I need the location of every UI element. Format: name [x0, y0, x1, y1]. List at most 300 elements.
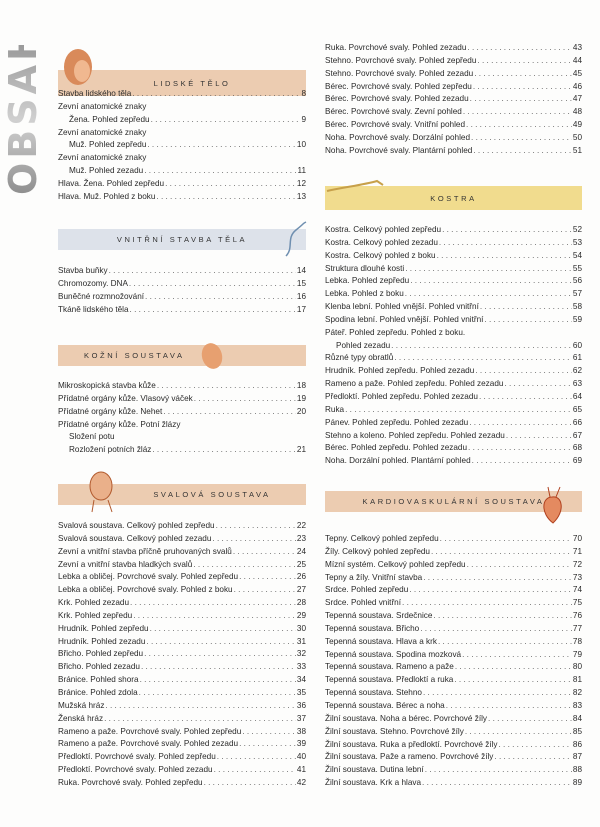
toc-page-number: 15	[296, 278, 306, 288]
toc-entry-title: Srdce. Pohled zepředu	[325, 585, 409, 595]
toc-page-number: 8	[301, 89, 306, 98]
toc-entry-title: Tepenná soustava. Spodina mozková	[325, 649, 462, 659]
dot-leader	[104, 713, 296, 726]
dot-leader	[498, 739, 571, 752]
toc-entry[interactable]	[325, 42, 582, 55]
toc-entry-title: Tepenná soustava. Břicho	[325, 623, 420, 633]
toc-entry-title: Tepenná soustava. Rameno a paže	[325, 662, 454, 672]
dot-leader	[466, 119, 572, 132]
toc-entry-title: Ruka. Povrchové svaly. Pohled zezadu	[325, 43, 467, 52]
dot-leader	[130, 304, 296, 317]
toc-entry-title: Předloktí. Pohled zepředu. Pohled zezadu	[325, 391, 478, 401]
toc-page-number: 10	[296, 140, 306, 150]
toc-entry[interactable]	[325, 417, 582, 430]
toc-entry-title: Hrudník. Pohled zepředu	[58, 623, 149, 633]
toc-page-number: 71	[572, 546, 582, 556]
toc-entry[interactable]	[325, 404, 582, 417]
toc-page-number: 13	[296, 191, 306, 201]
toc-page-number: 29	[296, 610, 306, 620]
toc-page-number: 69	[572, 456, 582, 466]
toc-page-number: 81	[572, 675, 582, 685]
dot-leader	[455, 661, 572, 674]
dot-leader	[462, 649, 572, 662]
toc-page-number: 52	[572, 225, 582, 234]
dot-leader	[239, 571, 296, 584]
toc-entry[interactable]	[325, 250, 582, 263]
toc-entry[interactable]	[58, 610, 306, 623]
bone-illustration-icon	[325, 177, 385, 195]
toc-page-number: 73	[572, 572, 582, 582]
toc-entry[interactable]	[58, 520, 306, 533]
toc-page-number: 28	[296, 598, 306, 608]
toc-entry-title: Předloktí. Povrchové svaly. Pohled zepředu	[58, 752, 216, 762]
toc-entry-title: Tepny. Celkový pohled zepředu	[325, 534, 439, 543]
toc-page-number: 27	[296, 585, 306, 595]
toc-entry[interactable]	[325, 649, 582, 662]
toc-entry[interactable]	[325, 674, 582, 687]
toc-page-number: 57	[572, 289, 582, 299]
dot-leader	[446, 700, 572, 713]
toc-entry[interactable]	[325, 739, 582, 752]
dot-leader	[204, 777, 296, 790]
toc-entry-title: Hlava. Muž. Pohled z boku	[58, 191, 156, 201]
toc-page-number: 36	[296, 700, 306, 710]
toc-page-number: 12	[296, 178, 306, 188]
dot-leader	[151, 114, 301, 127]
toc-entry[interactable]	[58, 726, 306, 739]
dot-leader	[439, 237, 572, 250]
toc-entry[interactable]	[58, 380, 306, 393]
toc-entry[interactable]	[325, 352, 582, 365]
dot-leader	[477, 55, 571, 68]
toc-page-number: 45	[572, 68, 582, 78]
toc-entry[interactable]	[58, 278, 306, 291]
toc-entry-title: Břicho. Pohled zezadu	[58, 662, 140, 672]
dot-leader	[193, 559, 296, 572]
toc-entry-title: Stehno. Povrchové svaly. Pohled zepředu	[325, 55, 477, 65]
toc-page-number: 24	[296, 546, 306, 556]
toc-entry-title: Tepenná soustava. Hlava a krk	[325, 636, 437, 646]
toc-entry[interactable]	[58, 571, 306, 584]
dot-leader	[431, 546, 572, 559]
toc-page-number: 22	[296, 521, 306, 530]
toc-page-number: 59	[572, 314, 582, 324]
dot-leader	[345, 404, 572, 417]
toc-page-number: 66	[572, 417, 582, 427]
dot-leader	[152, 444, 296, 457]
dot-leader	[165, 178, 296, 191]
toc-page-number: 80	[572, 662, 582, 672]
toc-entry-title: Tepny a žíly. Vnitřní stavba	[325, 572, 423, 582]
dna-illustration-icon	[282, 220, 308, 260]
toc-entry-title: Krk. Pohled zezadu	[58, 598, 130, 608]
toc-page-number: 58	[572, 302, 582, 312]
dot-leader	[440, 533, 572, 546]
toc-page-number: 31	[296, 636, 306, 646]
toc-entry[interactable]	[58, 777, 306, 790]
dot-leader	[506, 430, 572, 443]
toc-page-number: 9	[301, 114, 306, 124]
dot-leader	[402, 597, 572, 610]
toc-page-number: 55	[572, 263, 582, 273]
toc-page-number: 25	[296, 559, 306, 569]
toc-page-number: 89	[572, 778, 582, 788]
dot-leader	[423, 687, 572, 700]
dot-leader	[217, 751, 296, 764]
toc-entry-title: Hlava. Žena. Pohled zepředu	[58, 178, 165, 188]
toc-entry-title: Noha. Dorzální pohled. Plantární pohled	[325, 456, 471, 466]
toc-entry[interactable]	[58, 393, 306, 406]
toc-page-number: 54	[572, 250, 582, 260]
toc-entry-title: Rameno a paže. Pohled zepředu. Pohled zezadu	[325, 379, 504, 389]
dot-leader	[504, 378, 571, 391]
toc-page-number: 32	[296, 649, 306, 659]
dot-leader	[423, 572, 572, 585]
toc-entry-title: Srdce. Pohled vnitřní	[325, 598, 402, 608]
toc-page-number: 75	[572, 598, 582, 608]
dot-leader	[109, 265, 296, 278]
toc-page-number: 43	[572, 43, 582, 52]
toc-entry-title: Přídatné orgány kůže. Potní žlázy	[58, 419, 181, 429]
toc-entry[interactable]	[325, 533, 582, 546]
toc-entry-title: Kostra. Celkový pohled zezadu	[325, 237, 438, 247]
dot-leader	[469, 417, 572, 430]
dot-leader	[472, 455, 572, 468]
toc-entry-title: Chromozomy. DNA	[58, 278, 128, 288]
toc-entry[interactable]	[58, 738, 306, 751]
toc-entry[interactable]	[325, 391, 582, 404]
toc-page-number: 44	[572, 55, 582, 65]
toc-entry-title: Ruka. Povrchové svaly. Pohled zepředu	[58, 777, 203, 787]
toc-entry[interactable]	[58, 165, 306, 178]
toc-entry[interactable]	[58, 584, 306, 597]
dot-leader	[405, 288, 572, 301]
toc-entry[interactable]	[58, 444, 306, 457]
toc-entry-title: Tepenná soustava. Srdečnice	[325, 611, 433, 621]
toc-entry-title: Pohled zezadu	[336, 340, 391, 350]
toc-entry[interactable]	[325, 93, 582, 106]
toc-entry-title: Muž. Pohled zepředu	[69, 140, 147, 150]
toc-entry[interactable]	[325, 777, 582, 790]
toc-entry[interactable]	[325, 224, 582, 237]
toc-entry[interactable]	[325, 764, 582, 777]
skin-illustration-icon	[198, 340, 226, 374]
toc-entry-title: Mízní systém. Celkový pohled zepředu	[325, 559, 466, 569]
toc-entry[interactable]	[325, 455, 582, 468]
dot-leader	[214, 764, 296, 777]
dot-leader	[130, 597, 296, 610]
toc-entry[interactable]	[58, 674, 306, 687]
toc-entry-title: Lebka a obličej. Povrchové svaly. Pohled zepředu	[58, 572, 239, 582]
toc-entry	[58, 152, 306, 165]
dot-leader	[422, 777, 572, 790]
dot-leader	[480, 301, 572, 314]
dot-leader	[105, 700, 295, 713]
toc-entry-title: Kostra. Celkový pohled zepředu	[325, 225, 442, 234]
toc-page-number: 61	[572, 353, 582, 363]
dot-leader	[465, 726, 572, 739]
toc-entry	[58, 101, 306, 114]
toc-entry	[58, 127, 306, 140]
toc-page-number: 47	[572, 94, 582, 104]
toc-entry[interactable]	[325, 661, 582, 674]
dot-leader	[438, 636, 572, 649]
toc-entry[interactable]	[325, 584, 582, 597]
section-header-vnitrni-stavba: VNITŘNÍ STAVBA TĚLA	[58, 229, 306, 250]
dot-leader	[470, 93, 572, 106]
toc-page-number: 35	[296, 687, 306, 697]
toc-page-number: 87	[572, 752, 582, 762]
section-header-kozni-soustava: KOŽNÍ SOUSTAVA	[58, 345, 306, 366]
toc-page-number: 18	[296, 381, 306, 390]
toc-entry[interactable]	[325, 301, 582, 314]
dot-leader	[194, 393, 296, 406]
toc-page-number: 41	[296, 765, 306, 775]
toc-entry-title: Hrudník. Pohled zepředu. Pohled zezadu	[325, 366, 475, 376]
toc-entry-title: Přídatné orgány kůže. Vlasový váček	[58, 393, 193, 403]
entries-svalova-soustava	[58, 520, 306, 790]
toc-entry-title: Tkáně lidského těla	[58, 304, 129, 314]
toc-page-number: 84	[572, 713, 582, 723]
toc-page-number: 63	[572, 379, 582, 389]
toc-page-number: 78	[572, 636, 582, 646]
toc-entry-title: Bránice. Pohled shora	[58, 675, 139, 685]
muscle-head-illustration-icon	[86, 468, 116, 514]
toc-entry-title: Spodina lební. Pohled vnější. Pohled vnitřní	[325, 314, 484, 324]
toc-entry	[58, 431, 306, 444]
toc-entry-title: Tepenná soustava. Stehno	[325, 688, 422, 698]
toc-entry[interactable]	[58, 546, 306, 559]
toc-entry[interactable]	[58, 764, 306, 777]
dot-leader	[129, 278, 296, 291]
toc-entry-title: Lebka. Pohled zepředu	[325, 276, 410, 286]
toc-entry-title: Žilní soustava. Krk a hlava	[325, 778, 422, 788]
toc-page-number: 60	[572, 340, 582, 350]
toc-entry[interactable]	[58, 114, 306, 127]
toc-entry-title: Zevní anatomické znaky	[58, 127, 147, 137]
toc-entry[interactable]	[325, 442, 582, 455]
toc-page-number: 46	[572, 81, 582, 91]
toc-entry[interactable]	[325, 132, 582, 145]
dot-leader	[473, 145, 572, 158]
toc-entry-title: Muž. Pohled zezadu	[69, 166, 144, 176]
toc-entry-title: Složení potu	[69, 432, 115, 442]
dot-leader	[437, 250, 572, 263]
dot-leader	[467, 42, 572, 55]
toc-page-number: 67	[572, 430, 582, 440]
entries-kozni-soustava	[58, 380, 306, 457]
toc-entry[interactable]	[325, 610, 582, 623]
toc-entry-title: Lebka. Pohled z boku	[325, 289, 404, 299]
dot-leader	[234, 584, 296, 597]
toc-page-number: 62	[572, 366, 582, 376]
toc-page-number: 11	[297, 166, 306, 176]
toc-entry[interactable]	[325, 288, 582, 301]
toc-entry-title: Zevní anatomické znaky	[58, 153, 147, 163]
toc-entry[interactable]	[325, 340, 582, 353]
toc-page-number: 34	[296, 675, 306, 685]
dot-leader	[454, 674, 572, 687]
dot-leader	[216, 520, 296, 533]
toc-entry[interactable]	[58, 751, 306, 764]
toc-page-number: 17	[296, 304, 306, 314]
dot-leader	[484, 314, 571, 327]
toc-entry[interactable]	[58, 687, 306, 700]
toc-entry-title: Stehno. Povrchové svaly. Pohled zezadu	[325, 68, 474, 78]
toc-entry-title: Bránice. Pohled zdola	[58, 687, 138, 697]
toc-entry[interactable]	[325, 275, 582, 288]
entries-svalova-soustava-continued	[325, 42, 582, 158]
toc-entry[interactable]	[58, 597, 306, 610]
toc-entry[interactable]	[325, 145, 582, 158]
toc-entry-title: Rameno a paže. Povrchové svaly. Pohled zepředu	[58, 726, 242, 736]
toc-entry[interactable]	[325, 237, 582, 250]
toc-entry-title: Stavba buňky	[58, 266, 108, 275]
toc-entry[interactable]	[325, 572, 582, 585]
toc-entry-title: Mužská hráz	[58, 700, 105, 710]
toc-entry-title: Bérec. Pohled zepředu. Pohled zezadu	[325, 443, 468, 453]
toc-entry[interactable]	[58, 636, 306, 649]
dot-leader	[212, 533, 296, 546]
toc-page-number: 77	[572, 623, 582, 633]
toc-entry[interactable]	[325, 713, 582, 726]
toc-page-number: 48	[572, 107, 582, 117]
toc-entry-title: Břicho. Pohled zepředu	[58, 649, 144, 659]
toc-entry[interactable]	[58, 648, 306, 661]
toc-entry[interactable]	[58, 700, 306, 713]
dot-leader	[494, 751, 572, 764]
toc-page-number: 23	[296, 533, 306, 543]
toc-entry[interactable]	[325, 700, 582, 713]
toc-entry-title: Struktura dlouhé kosti	[325, 263, 405, 273]
dot-leader	[468, 442, 572, 455]
toc-page-number: 76	[572, 611, 582, 621]
toc-page-number: 14	[296, 266, 306, 275]
toc-entry-title: Přídatné orgány kůže. Nehet	[58, 406, 163, 416]
toc-entry[interactable]	[325, 597, 582, 610]
entries-lidske-telo	[58, 88, 306, 204]
toc-entry-title: Noha. Povrchové svaly. Dorzální pohled	[325, 132, 471, 142]
toc-entry-title: Svalová soustava. Celkový pohled zezadu	[58, 533, 212, 543]
dot-leader	[163, 406, 296, 419]
dot-leader	[463, 106, 572, 119]
toc-entry-title: Zevní anatomické znaky	[58, 101, 147, 111]
toc-page-number: 65	[572, 404, 582, 414]
toc-entry[interactable]	[58, 178, 306, 191]
toc-entry-title: Rameno a paže. Povrchové svaly. Pohled zezadu	[58, 739, 239, 749]
section-header-kostra: KOSTRA	[325, 186, 582, 210]
page-title: OBSAH	[1, 25, 45, 195]
toc-entry[interactable]	[325, 81, 582, 94]
toc-entry-title: Ruka	[325, 404, 345, 414]
toc-entry[interactable]	[58, 139, 306, 152]
entries-vnitrni-stavba	[58, 265, 306, 316]
toc-entry[interactable]	[58, 291, 306, 304]
toc-entry[interactable]	[58, 661, 306, 674]
dot-leader	[475, 365, 572, 378]
toc-entry[interactable]	[58, 533, 306, 546]
toc-entry[interactable]	[325, 365, 582, 378]
toc-page-number: 83	[572, 700, 582, 710]
toc-entry[interactable]	[325, 623, 582, 636]
toc-entry[interactable]	[325, 378, 582, 391]
toc-page-number: 16	[296, 291, 306, 301]
toc-entry[interactable]	[58, 88, 306, 101]
toc-entry-title: Žilní soustava. Paže a rameno. Povrchové žíly	[325, 752, 494, 762]
toc-entry	[58, 419, 306, 432]
toc-entry[interactable]	[58, 265, 306, 278]
toc-entry[interactable]	[58, 559, 306, 572]
dot-leader	[233, 546, 296, 559]
dot-leader	[409, 584, 572, 597]
toc-entry[interactable]	[325, 119, 582, 132]
toc-entry[interactable]	[325, 68, 582, 81]
toc-entry-title: Žilní soustava. Stehno. Povrchové žíly	[325, 726, 464, 736]
toc-entry-title: Stavba lidského těla	[58, 89, 132, 98]
toc-entry[interactable]	[325, 687, 582, 700]
toc-entry[interactable]	[325, 546, 582, 559]
dot-leader	[391, 340, 572, 353]
toc-entry[interactable]	[58, 304, 306, 317]
toc-entry-title: Žilní soustava. Ruka a předloktí. Povrchové žíly	[325, 739, 498, 749]
dot-leader	[141, 661, 296, 674]
dot-leader	[239, 738, 296, 751]
dot-leader	[132, 88, 300, 101]
toc-page-number: 37	[296, 713, 306, 723]
toc-page-number: 50	[572, 132, 582, 142]
toc-entry-title: Tepenná soustava. Předloktí a ruka	[325, 675, 454, 685]
section-header-lidske-telo: LIDSKÉ TĚLO	[58, 70, 306, 96]
toc-entry[interactable]	[325, 559, 582, 572]
entries-kostra	[325, 224, 582, 468]
toc-entry-title: Rozložení potních žláz	[69, 445, 152, 455]
toc-entry[interactable]	[325, 636, 582, 649]
toc-entry[interactable]	[325, 430, 582, 443]
toc-page-number: 82	[572, 688, 582, 698]
toc-entry[interactable]	[325, 55, 582, 68]
dot-leader	[433, 610, 571, 623]
toc-entry[interactable]	[58, 406, 306, 419]
toc-entry-title: Stehno a koleno. Pohled zepředu. Pohled zezadu	[325, 430, 505, 440]
toc-entry[interactable]	[325, 751, 582, 764]
toc-page-number: 20	[296, 406, 306, 416]
toc-entry[interactable]	[58, 623, 306, 636]
dot-leader	[410, 275, 572, 288]
dot-leader	[442, 224, 572, 237]
toc-entry-title: Žíly. Celkový pohled zepředu	[325, 546, 430, 556]
toc-page-number: 51	[572, 145, 582, 155]
toc-page-number: 19	[296, 393, 306, 403]
toc-entry[interactable]	[58, 191, 306, 204]
toc-entry[interactable]	[325, 263, 582, 276]
toc-entry[interactable]	[325, 726, 582, 739]
toc-entry-title: Krk. Pohled zepředu	[58, 610, 133, 620]
section-header-svalova-soustava: SVALOVÁ SOUSTAVA	[58, 484, 306, 505]
toc-entry-title: Mikroskopická stavba kůže	[58, 381, 156, 390]
dot-leader	[156, 191, 296, 204]
toc-entry[interactable]	[325, 314, 582, 327]
toc-page-number: 21	[296, 445, 306, 455]
toc-entry-title: Ženská hráz	[58, 713, 104, 723]
toc-entry[interactable]	[325, 106, 582, 119]
toc-page-number: 56	[572, 276, 582, 286]
toc-page-number: 74	[572, 585, 582, 595]
dot-leader	[157, 380, 296, 393]
toc-entry	[325, 327, 582, 340]
toc-entry-title: Pánev. Pohled zepředu. Pohled zezadu	[325, 417, 469, 427]
toc-entry[interactable]	[58, 713, 306, 726]
dot-leader	[150, 623, 296, 636]
